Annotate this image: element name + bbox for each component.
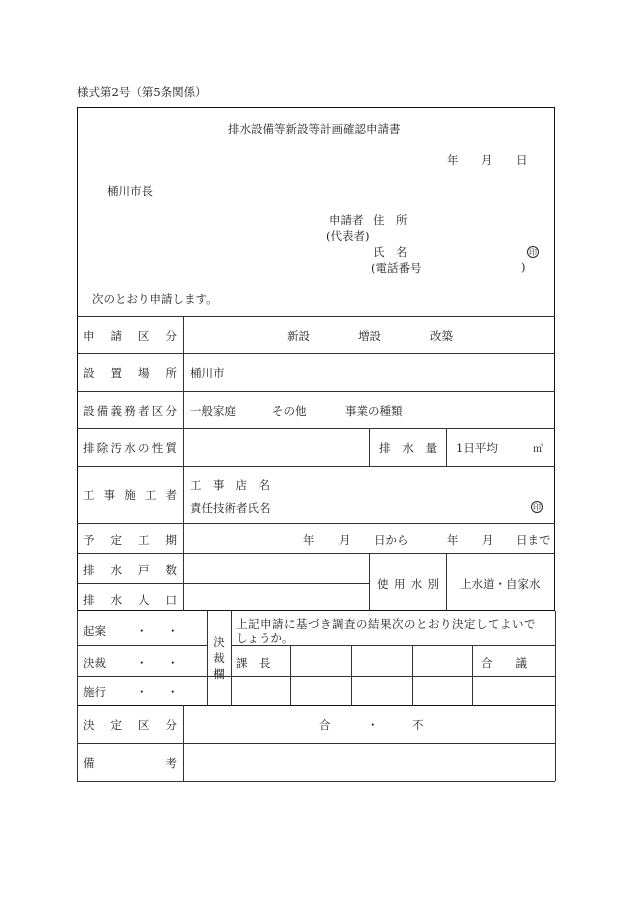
row-divider — [77, 553, 555, 554]
approval-divider — [231, 611, 232, 705]
column-divider — [446, 428, 447, 466]
applicant-phone-label: (電話番号 — [371, 261, 422, 275]
approval-bottom-line — [77, 705, 555, 706]
applicant-name-field[interactable] — [412, 242, 520, 257]
row-divider — [77, 466, 555, 467]
row-divider — [77, 781, 555, 782]
schedule-day-from[interactable]: 日から — [374, 533, 409, 547]
label-engineer-name: 責任技術者氏名 — [190, 501, 271, 515]
row-divider — [77, 391, 555, 392]
households-field[interactable] — [186, 556, 366, 580]
applicant-address-label: 住 所 — [373, 213, 408, 227]
label-population: 排 水 人 口 — [83, 593, 177, 607]
schedule-month-to[interactable]: 月 — [482, 533, 494, 547]
applicant-label: 申請者 — [329, 213, 364, 227]
column-divider — [77, 705, 78, 781]
form-code: 様式第2号（第5条関係） — [77, 85, 207, 99]
discharge-daily-average[interactable]: 1日平均 — [456, 441, 498, 455]
date-month: 月 — [481, 153, 493, 167]
enforcement-dot-1: ・ — [136, 685, 148, 699]
label-schedule: 予 定 工 期 — [83, 533, 177, 547]
schedule-day-to[interactable]: 日まで — [516, 533, 551, 547]
population-field[interactable] — [186, 586, 366, 608]
column-divider — [369, 428, 370, 466]
approval-line — [77, 676, 555, 677]
applicant-representative: (代表者) — [326, 229, 370, 243]
approval-divider — [207, 611, 208, 705]
decision-dot-2: ・ — [167, 656, 179, 670]
row-divider — [77, 428, 555, 429]
approval-divider — [555, 611, 556, 705]
form-title: 排水設備等新設等計画確認申請書 — [228, 122, 401, 136]
column-divider — [369, 553, 370, 611]
label-obligor-category: 設 備 義 務 者 区 分 — [83, 404, 177, 418]
option-household[interactable]: 一般家庭 — [190, 404, 236, 418]
draft-dot-1: ・ — [136, 624, 148, 638]
date-day: 日 — [516, 153, 528, 167]
approval-note-line2: しょうか。 — [236, 631, 294, 645]
approval-divider — [472, 645, 473, 705]
enforcement-dot-2: ・ — [167, 685, 179, 699]
option-renovation[interactable]: 改築 — [430, 329, 453, 343]
shop-name-field[interactable] — [278, 475, 538, 490]
date-year: 年 — [447, 153, 459, 167]
row-divider — [77, 583, 369, 584]
label-decision-category: 決 定 区 分 — [83, 718, 177, 732]
row-divider — [77, 743, 555, 744]
decision-approve[interactable]: 合 — [319, 718, 331, 732]
water-type-value[interactable]: 上水道・自家水 — [460, 577, 541, 591]
option-business-type[interactable]: 事業の種類 — [345, 404, 403, 418]
location-value[interactable]: 桶川市 — [190, 366, 225, 380]
column-divider — [446, 553, 447, 611]
label-draft: 起案 — [83, 624, 106, 638]
draft-dot-2: ・ — [167, 624, 179, 638]
schedule-year-to[interactable]: 年 — [447, 533, 459, 547]
approval-divider — [412, 645, 413, 705]
approval-divider — [290, 645, 291, 705]
option-addition[interactable]: 増設 — [358, 329, 381, 343]
label-application-category: 申 請 区 分 — [83, 329, 177, 343]
discharge-unit: ㎥ — [533, 444, 543, 455]
approval-divider — [77, 611, 78, 705]
intro-text: 次のとおり申請します。 — [92, 292, 218, 306]
label-wastewater-nature: 排 除 汚 水 の 性 質 — [83, 441, 177, 455]
schedule-month-from[interactable]: 月 — [339, 533, 351, 547]
label-section-chief: 課 長 — [236, 656, 271, 670]
applicant-phone-close: ) — [521, 260, 526, 274]
label-decision-date: 決裁 — [83, 656, 106, 670]
option-new[interactable]: 新設 — [287, 329, 310, 343]
schedule-year-from[interactable]: 年 — [303, 533, 315, 547]
row-divider — [77, 353, 555, 354]
label-households: 排 水 戸 数 — [83, 563, 177, 577]
label-location: 設 置 場 所 — [83, 366, 177, 380]
approval-column-label: 決 裁 欄 — [213, 635, 225, 681]
approval-line — [77, 645, 207, 646]
column-divider — [183, 705, 184, 781]
label-contractor: 工 事 施 工 者 — [83, 488, 177, 502]
column-divider — [555, 705, 556, 781]
label-consultation: 合 議 — [481, 656, 527, 670]
option-other[interactable]: その他 — [272, 404, 307, 418]
column-divider — [183, 316, 184, 611]
remarks-field[interactable] — [186, 746, 552, 778]
label-shop-name: 工 事 店 名 — [190, 478, 270, 492]
wastewater-nature-field[interactable] — [186, 431, 366, 463]
approval-note-line1: 上記申請に基づき調査の結果次のとおり決定してよいで — [236, 617, 536, 631]
engineer-name-field[interactable] — [278, 498, 523, 513]
label-discharge-volume: 排 水 量 — [379, 441, 437, 455]
approval-divider — [351, 645, 352, 705]
row-divider — [77, 316, 555, 317]
decision-reject[interactable]: 不 — [412, 718, 424, 732]
row-divider — [77, 523, 555, 524]
label-water-type: 使 用 水 別 — [377, 577, 439, 591]
applicant-seal-icon: 印 — [529, 248, 537, 257]
decision-dot-1: ・ — [136, 656, 148, 670]
applicant-phone-field[interactable] — [432, 258, 520, 273]
applicant-address-field[interactable] — [412, 210, 542, 225]
contractor-seal-icon: 印 — [533, 503, 541, 512]
label-enforcement: 施行 — [83, 685, 106, 699]
decision-dot: ・ — [367, 718, 379, 732]
label-remarks: 備 考 — [83, 756, 177, 770]
addressee: 桶川市長 — [107, 184, 153, 198]
applicant-name-label: 氏 名 — [373, 245, 408, 259]
